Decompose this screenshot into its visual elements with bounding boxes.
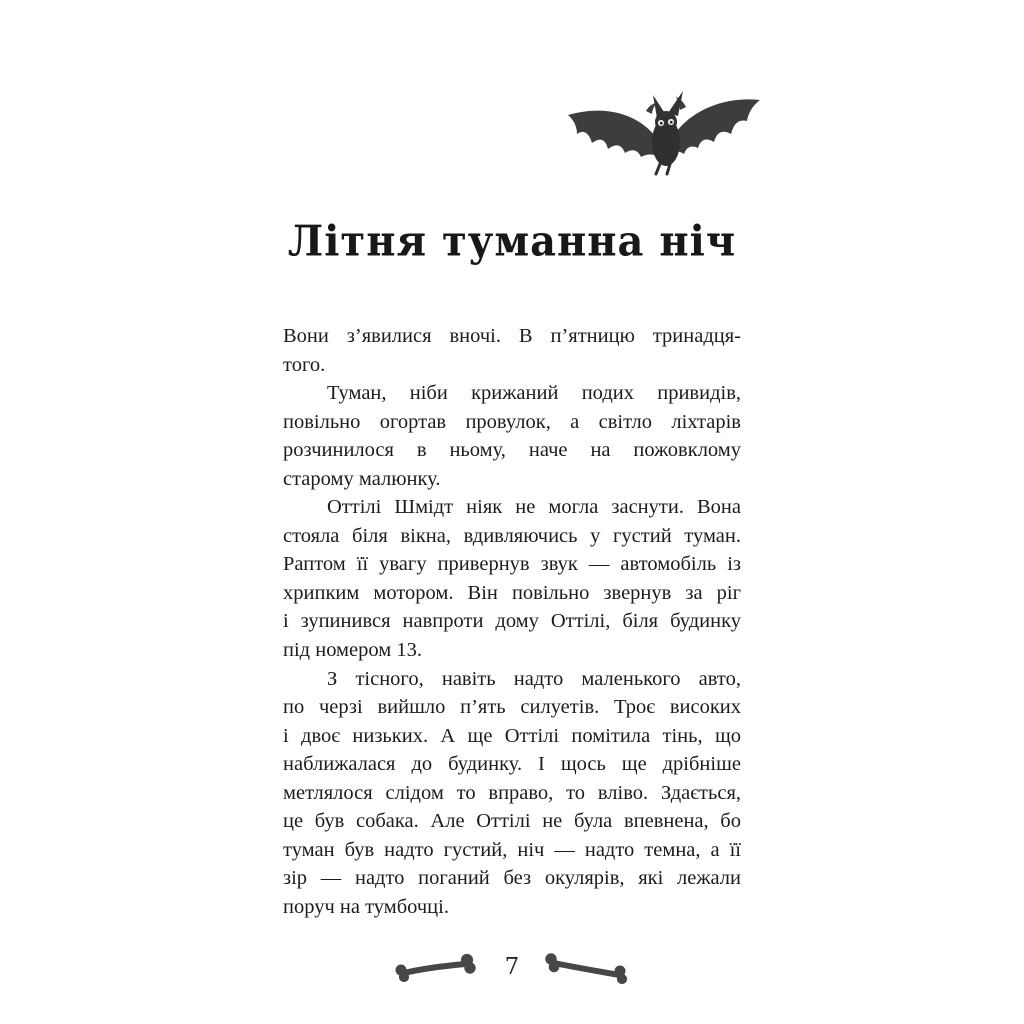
text-line: Оттілі Шмідт ніяк не могла заснути. Вона [327,496,741,519]
text-line: по черзі вийшло п’ять силуетів. Троє високих [283,696,741,719]
text-line: це був собака. Але Оттілі не була впевнена, бо [283,810,741,833]
text-line: і двоє низьких. А ще Оттілі помітила тінь, що [283,724,741,747]
text-line: Туман, ніби крижаний подих привидів, [327,382,741,405]
text-line: наближалася до будинку. І щось ще дрібніше [283,753,741,776]
page-number: 7 [504,954,520,980]
chapter-title: Літня туманна ніч [287,216,737,267]
text-line: метлялося слідом то вправо, то вліво. Здається, [283,781,741,804]
text-line: того. [283,353,326,376]
text-line: під номером 13. [283,639,422,662]
text-line: розчинилося в ньому, наче на пожовклому [283,439,741,462]
text-line: поруч на тумбочці. [283,895,449,918]
text-line: Раптом її увагу привернув звук — автомобіль із [283,553,741,576]
body-text [283,322,741,921]
text-line: повільно огортав провулок, а світло ліхтарів [283,410,741,433]
text-line: хрипким мотором. Він повільно звернув за ріг [283,581,741,604]
text-line: туман був надто густий, ніч — надто темна, а її [283,838,741,861]
text-line: зір — надто поганий без окулярів, які лежали [283,867,741,890]
text-line: стояла біля вікна, вдивляючись у густий туман. [283,524,741,547]
bone-right-icon [541,949,633,989]
bat-illustration-icon [562,80,766,178]
page-footer [0,946,1024,992]
bone-left-icon [391,949,483,989]
text-line: Вони з’явилися вночі. В п’ятницю тринадця- [283,325,741,347]
text-line: старому малюнку. [283,467,441,490]
text-line: З тісного, навіть надто маленького авто, [327,667,741,690]
text-line: і зупинився навпроти дому Оттілі, біля будинку [283,610,741,633]
